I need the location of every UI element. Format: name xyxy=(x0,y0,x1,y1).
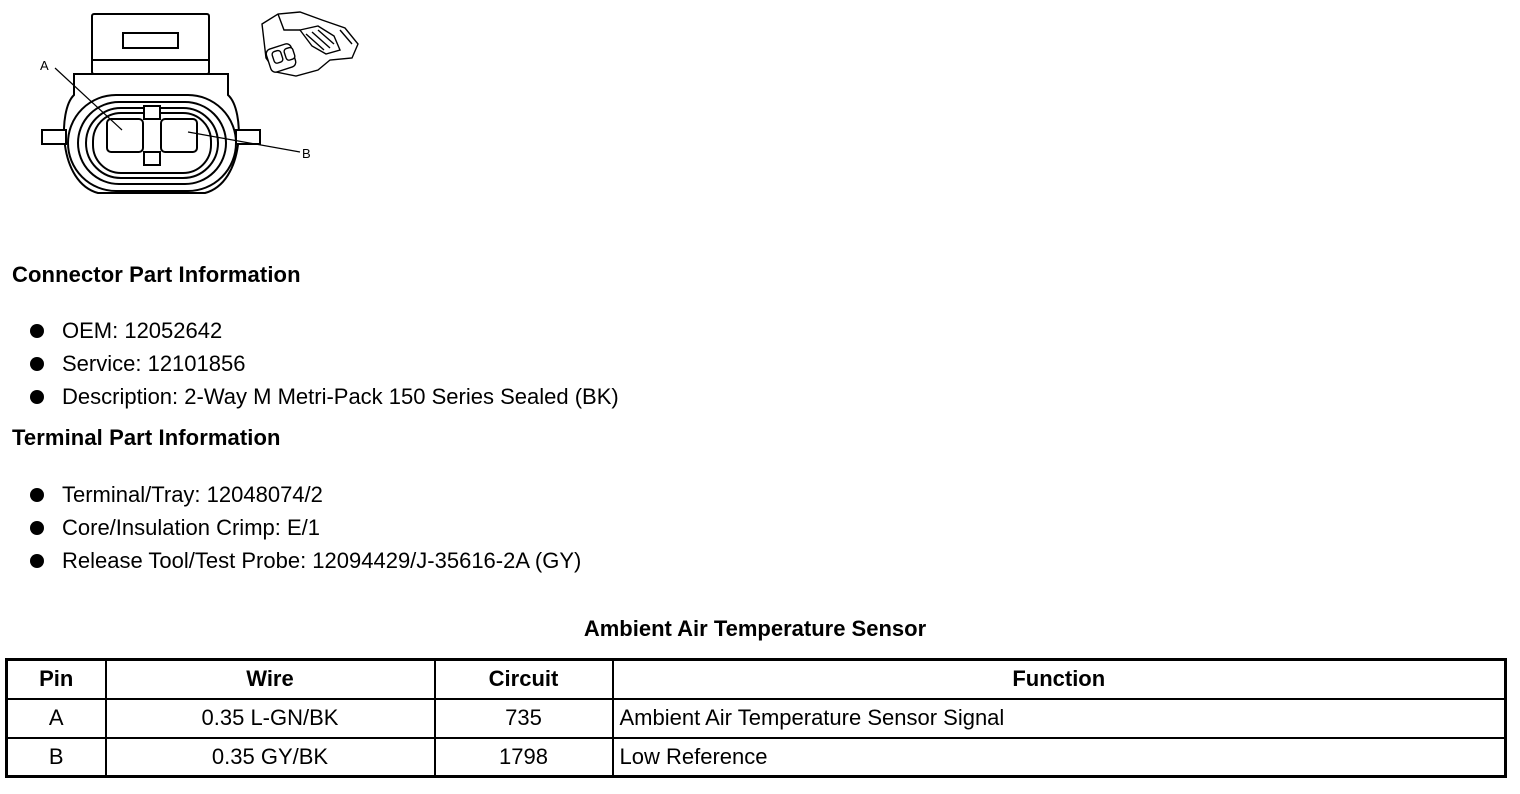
bullet-icon xyxy=(30,390,44,404)
cell-wire: 0.35 L-GN/BK xyxy=(106,699,435,738)
cell-function: Ambient Air Temperature Sensor Signal xyxy=(613,699,1506,738)
column-header-wire: Wire xyxy=(106,660,435,699)
cell-pin: A xyxy=(7,699,106,738)
table-row xyxy=(7,738,1506,777)
connector-thumbnail xyxy=(262,12,358,76)
connector-info-list xyxy=(0,316,619,415)
terminal-info-heading: Terminal Part Information xyxy=(12,425,281,450)
cell-pin: B xyxy=(7,738,106,777)
terminal-info-list xyxy=(0,480,581,579)
column-header-pin: Pin xyxy=(7,660,106,699)
connector-diagram xyxy=(0,0,380,215)
bullet-icon xyxy=(30,521,44,535)
pin-label-b: B xyxy=(302,146,311,161)
list-item: Service: 12101856 xyxy=(0,349,619,382)
connector-info-heading: Connector Part Information xyxy=(12,262,301,287)
list-item: OEM: 12052642 xyxy=(0,316,619,349)
table-title: Ambient Air Temperature Sensor xyxy=(583,616,927,641)
list-item: Description: 2-Way M Metri-Pack 150 Series Sealed (BK) xyxy=(0,382,619,415)
table-header-row xyxy=(7,660,1506,699)
connector-right-ear xyxy=(236,130,260,144)
bullet-icon xyxy=(30,324,44,338)
cell-circuit: 1798 xyxy=(435,738,613,777)
bullet-icon xyxy=(30,488,44,502)
cell-wire: 0.35 GY/BK xyxy=(106,738,435,777)
list-item: Terminal/Tray: 12048074/2 xyxy=(0,480,581,513)
connector-latch-window xyxy=(123,33,178,48)
column-header-circuit: Circuit xyxy=(435,660,613,699)
table-row xyxy=(7,699,1506,738)
column-header-function: Function xyxy=(613,660,1506,699)
bullet-icon xyxy=(30,554,44,568)
connector-bottom-key xyxy=(144,152,160,165)
connector-top-key xyxy=(144,106,160,119)
connector-left-ear xyxy=(42,130,66,144)
list-item: Release Tool/Test Probe: 12094429/J-35616-2A (GY) xyxy=(0,546,581,579)
pin-label-a: A xyxy=(40,58,49,73)
bullet-icon xyxy=(30,357,44,371)
cell-circuit: 735 xyxy=(435,699,613,738)
pin-table xyxy=(5,658,1507,778)
connector-latch-housing xyxy=(92,14,209,74)
cell-function: Low Reference xyxy=(613,738,1506,777)
list-item: Core/Insulation Crimp: E/1 xyxy=(0,513,581,546)
